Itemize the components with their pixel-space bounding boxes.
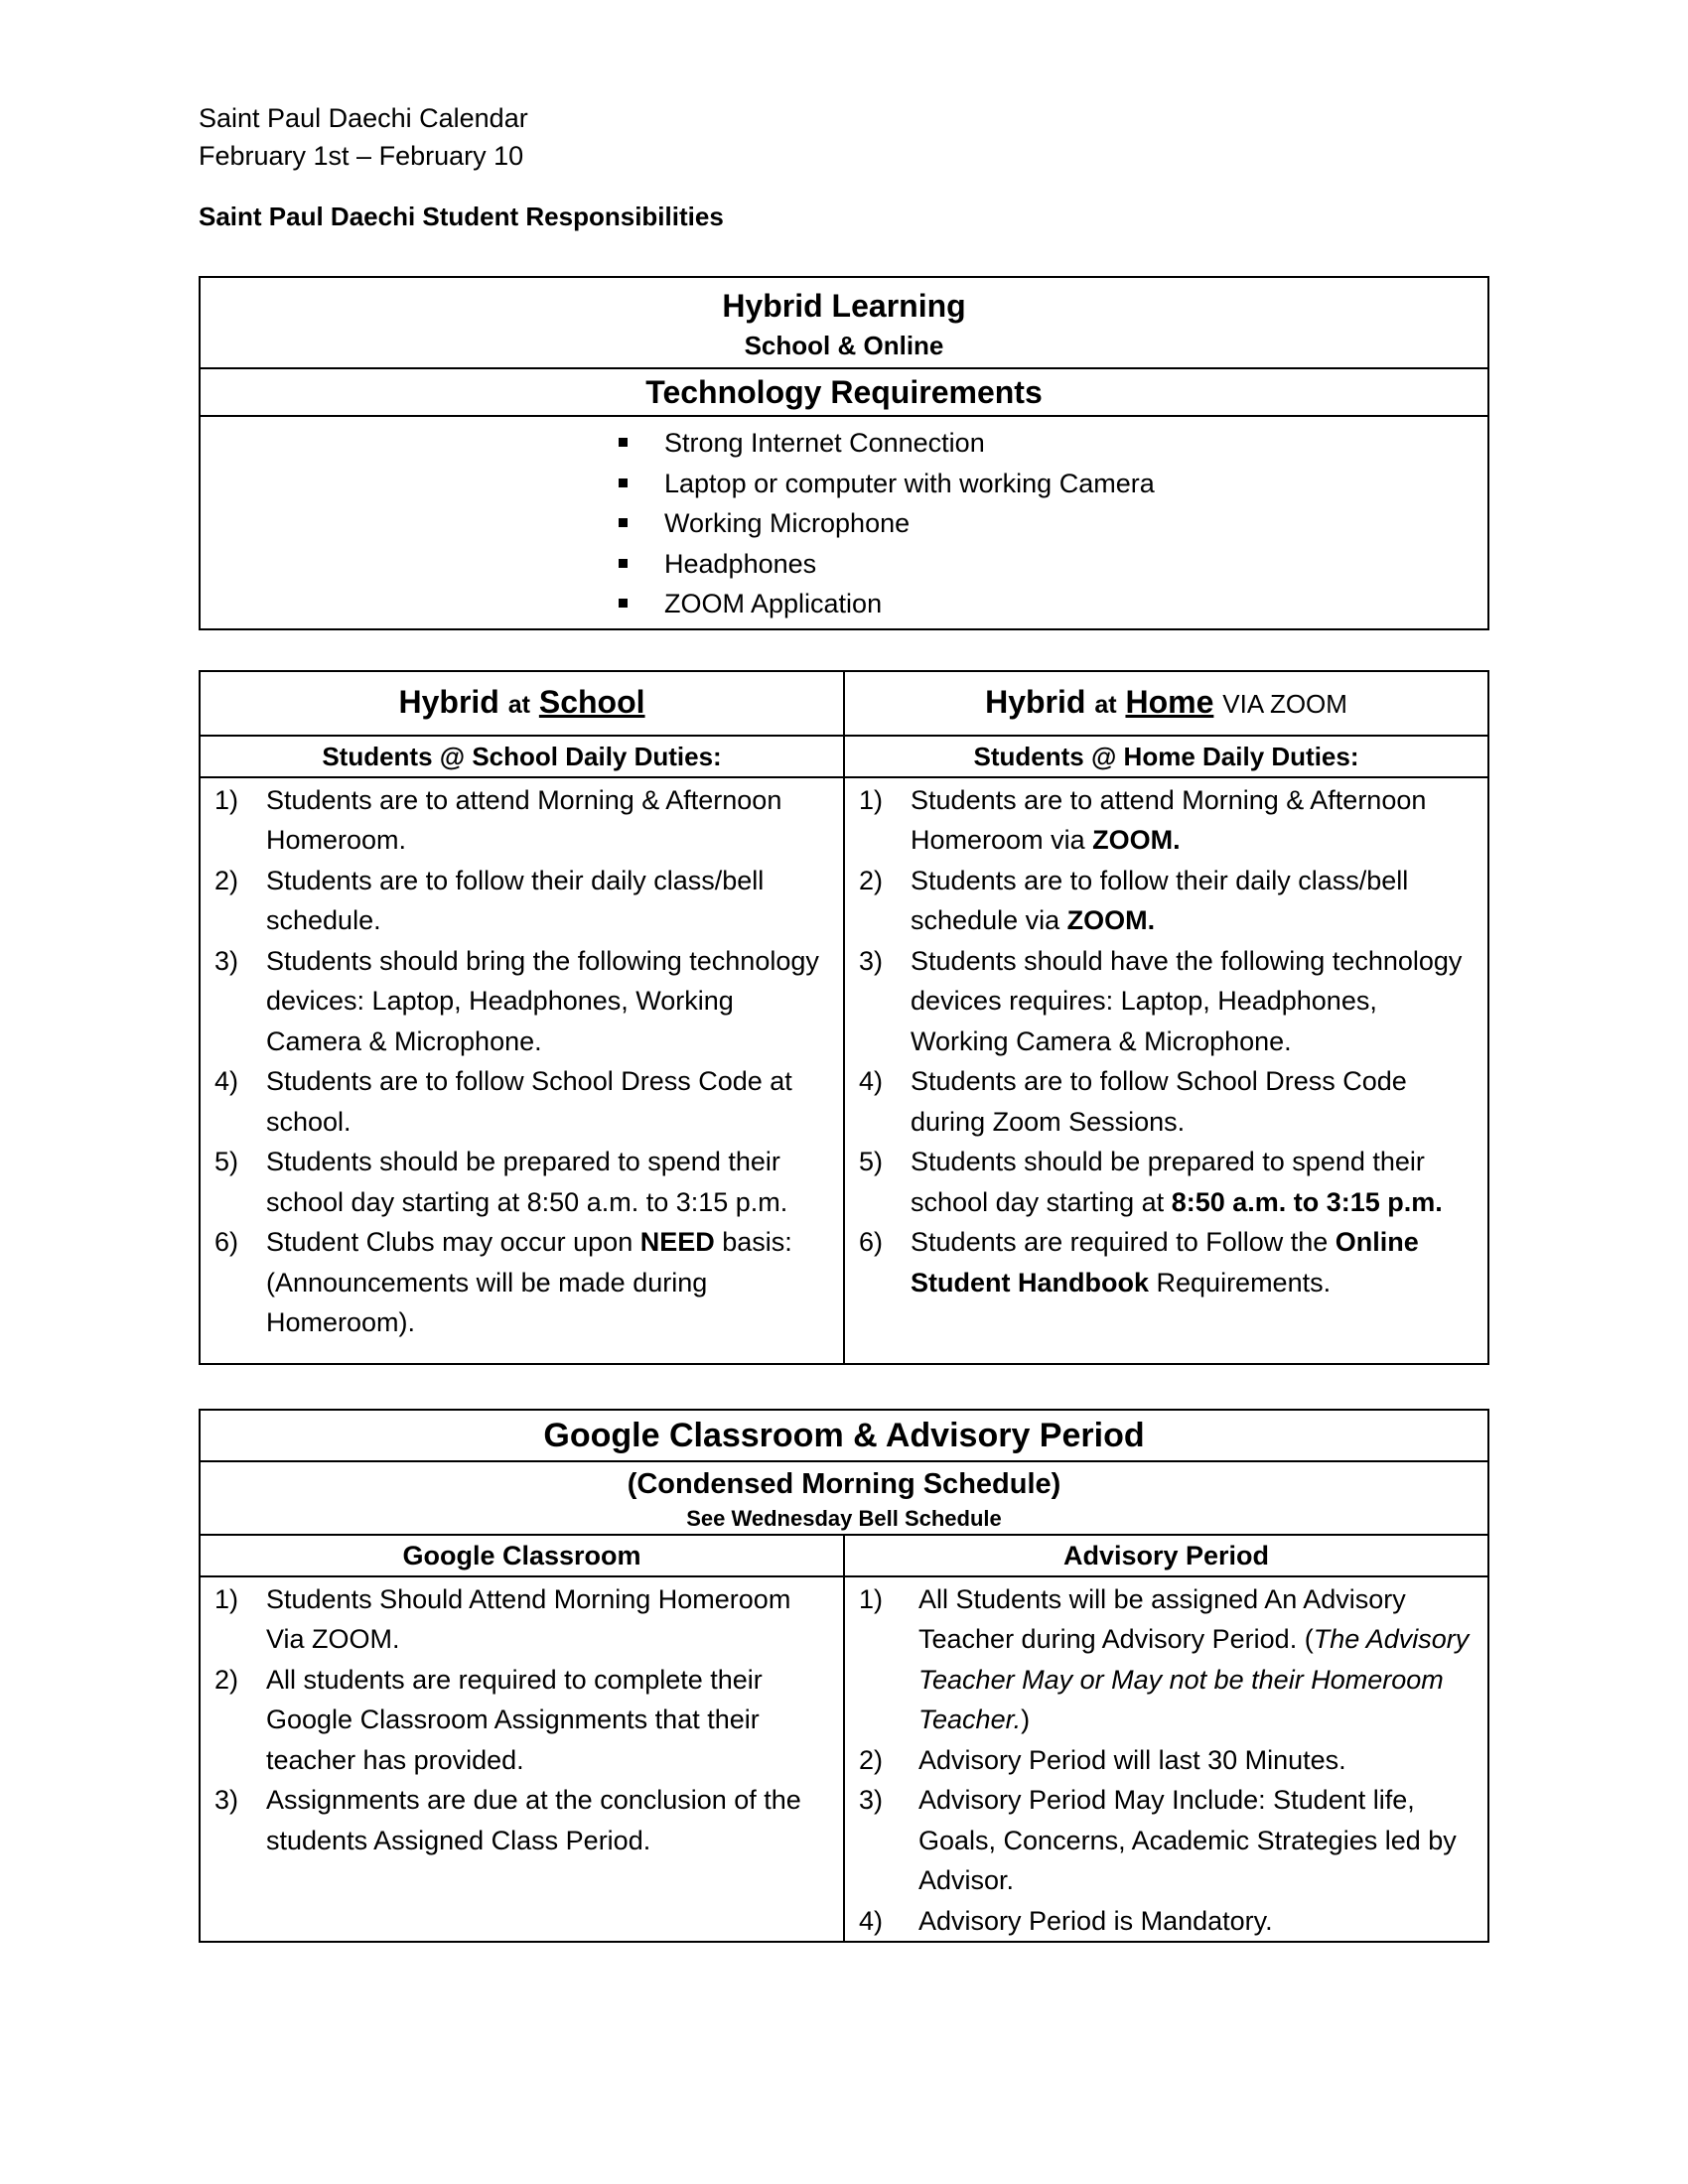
- school-duties-heading: Students @ School Daily Duties:: [200, 736, 844, 777]
- google-advisory-title: Google Classroom & Advisory Period: [200, 1410, 1488, 1461]
- list-item: 1) Students are to attend Morning & Afternoon Homeroom.: [214, 784, 782, 855]
- list-item: 3) Students should have the following technology devices requires: Laptop, Headphones, Working Camera & Microphone.: [859, 945, 1463, 1056]
- list-item: 1) Students Should Attend Morning Homeroom Via ZOOM.: [214, 1583, 791, 1654]
- list-item: 2) Advisory Period will last 30 Minutes.: [859, 1744, 1346, 1775]
- list-item: 2) Students are to follow their daily class/bell schedule via ZOOM.: [859, 865, 1409, 935]
- list-item: 4) Students are to follow School Dress Code during Zoom Sessions.: [859, 1066, 1407, 1137]
- hybrid-school-heading: Hybrid at School: [200, 671, 844, 736]
- date-range: February 1st – February 10: [199, 141, 524, 171]
- google-classroom-cell: [200, 1576, 844, 1943]
- list-item: 6) Student Clubs may occur upon NEED basis: (Announcements will be made during Homeroom).: [214, 1227, 792, 1337]
- bullet-square-icon: [619, 478, 628, 487]
- list-item: Laptop or computer with working Camera: [613, 464, 1487, 504]
- home-duties-heading: Students @ Home Daily Duties:: [844, 736, 1488, 777]
- google-classroom-heading: Google Classroom: [200, 1535, 844, 1576]
- hybrid-learning-header: [200, 277, 1488, 368]
- list-item: 5) Students should be prepared to spend their school day starting at 8:50 a.m. to 3:15 p.m.: [214, 1147, 788, 1217]
- technology-requirements-cell: [200, 416, 1488, 629]
- list-item: 4) Advisory Period is Mandatory.: [859, 1905, 1273, 1936]
- hybrid-learning-subtitle: School & Online: [744, 331, 944, 360]
- list-item: 3) Assignments are due at the conclusion of the students Assigned Class Period.: [214, 1785, 801, 1855]
- list-item: Headphones: [613, 544, 1487, 585]
- advisory-period-heading: Advisory Period: [844, 1535, 1488, 1576]
- list-item: 1) All Students will be assigned An Advisory Teacher during Advisory Period. (The Advisory Teacher May or May not be their Homeroom Teacher.): [859, 1583, 1470, 1734]
- document-page: [199, 99, 1489, 1943]
- list-item: 6) Students are required to Follow the Online Student Handbook Requirements.: [859, 1227, 1419, 1297]
- list-item: 2) Students are to follow their daily class/bell schedule.: [214, 865, 765, 935]
- advisory-period-list: [845, 1577, 1487, 1942]
- requirements-list: [201, 417, 1487, 628]
- list-item: 2) All students are required to complete their Google Classroom Assignments that their teacher has provided.: [214, 1664, 763, 1775]
- list-item: ZOOM Application: [613, 584, 1487, 624]
- condensed-schedule-label: (Condensed Morning Schedule): [627, 1467, 1061, 1500]
- google-classroom-list: [201, 1577, 843, 1881]
- google-advisory-table: [199, 1409, 1489, 1944]
- bullet-square-icon: [619, 599, 628, 608]
- list-item: 3) Students should bring the following technology devices: Laptop, Headphones, Working Camera & Microphone.: [214, 945, 819, 1056]
- home-duties-list: [845, 778, 1487, 1323]
- section-title: Saint Paul Daechi Student Responsibilities: [199, 202, 724, 231]
- bullet-square-icon: [619, 559, 628, 568]
- bullet-square-icon: [619, 438, 628, 447]
- technology-requirements-title: Technology Requirements: [200, 368, 1488, 416]
- school-duties-list: [201, 778, 843, 1363]
- hybrid-duties-table: [199, 670, 1489, 1365]
- list-item: 3) Advisory Period May Include: Student life, Goals, Concerns, Academic Strategies led by Advisor.: [859, 1785, 1457, 1895]
- schedule-note-cell: [200, 1461, 1488, 1535]
- hybrid-learning-title: Hybrid Learning: [722, 288, 966, 324]
- advisory-period-cell: [844, 1576, 1488, 1943]
- technology-requirements-table: [199, 276, 1489, 630]
- hybrid-home-heading: Hybrid at Home VIA ZOOM: [844, 671, 1488, 736]
- calendar-title: Saint Paul Daechi Calendar: [199, 103, 528, 133]
- list-item: 5) Students should be prepared to spend their school day starting at 8:50 a.m. to 3:15 p.m.: [859, 1147, 1443, 1217]
- bullet-square-icon: [619, 518, 628, 527]
- school-duties-cell: [200, 777, 844, 1364]
- list-item: Working Microphone: [613, 503, 1487, 544]
- list-item: 1) Students are to attend Morning & Afternoon Homeroom via ZOOM.: [859, 784, 1427, 855]
- list-item: 4) Students are to follow School Dress Code at school.: [214, 1066, 792, 1137]
- list-item: Strong Internet Connection: [613, 423, 1487, 464]
- home-duties-cell: [844, 777, 1488, 1364]
- bell-schedule-note: See Wednesday Bell Schedule: [686, 1505, 1002, 1531]
